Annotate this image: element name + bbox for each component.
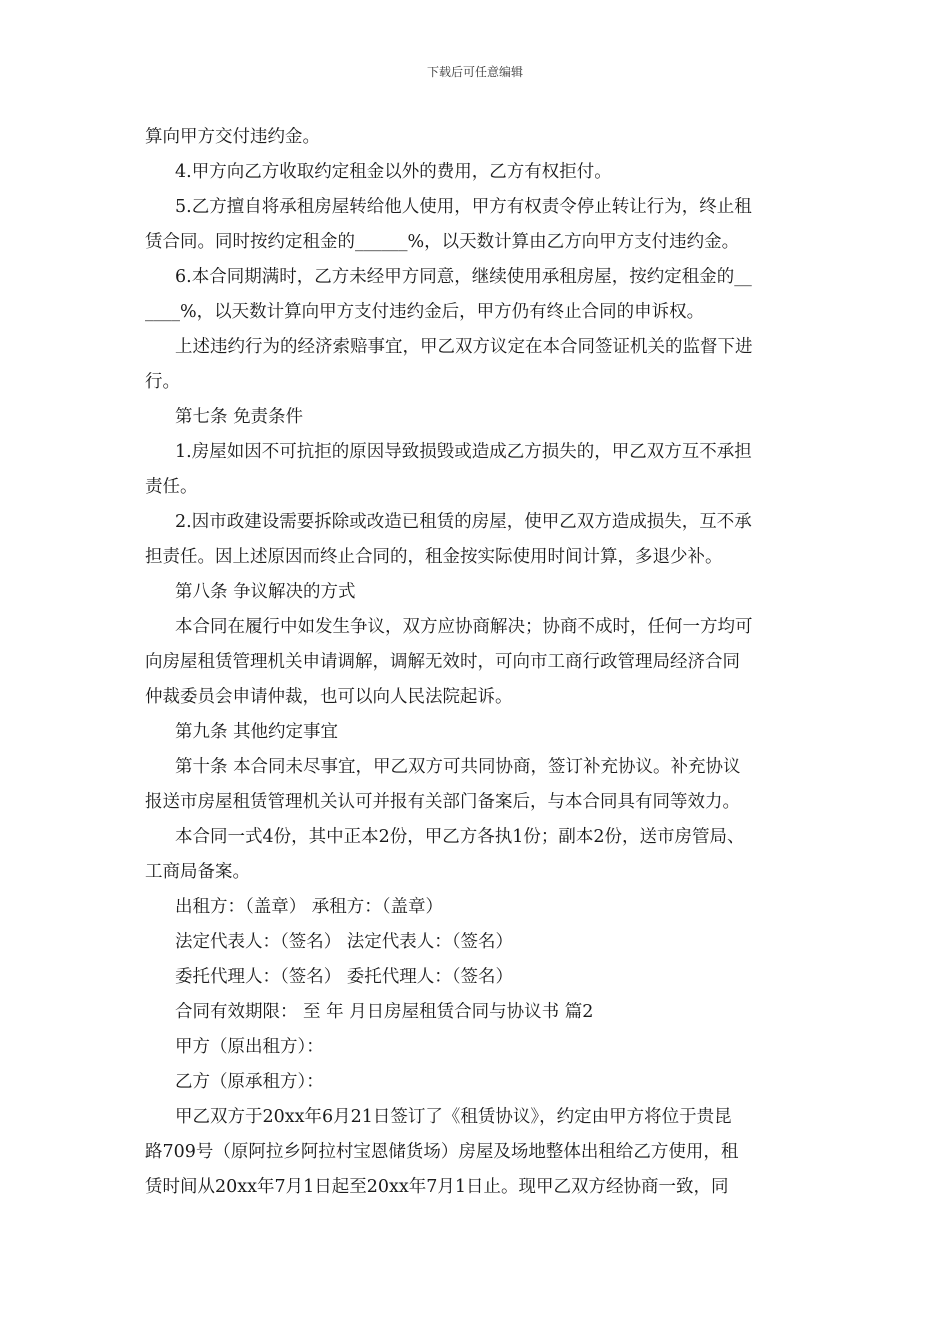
text-line: 上述违约行为的经济索赔事宜，甲乙双方议定在本合同签证机关的监督下进 [175,337,753,357]
text-line: 责任。 [145,477,198,497]
text-line: 本合同一式4份，其中正本2份，甲乙方各执1份；副本2份，送市房管局、 [175,827,745,847]
text-line: 5.乙方擅自将承租房屋转给他人使用，甲方有权责令停止转让行为，终止租 [175,197,752,217]
text-line: 合同有效期限： 至 年 月日房屋租赁合同与协议书 篇2 [175,1002,594,1022]
text-line: 法定代表人：（签名） 法定代表人：（签名） [175,932,514,952]
text-line: 甲乙双方于20xx年6月21日签订了《租赁协议》，约定由甲方将位于贵昆 [175,1107,732,1127]
text-line: 第九条 其他约定事宜 [175,722,339,742]
text-line: 委托代理人：（签名） 委托代理人：（签名） [175,967,514,987]
text-line: 2.因市政建设需要拆除或改造已租赁的房屋，使甲乙双方造成损失，互不承 [175,512,752,532]
text-line: 第十条 本合同未尽事宜，甲乙双方可共同协商，签订补充协议。补充协议 [175,757,741,777]
text-line: 向房屋租赁管理机关申请调解，调解无效时，可向市工商行政管理局经济合同 [145,652,740,672]
text-line: 1.房屋如因不可抗拒的原因导致损毁或造成乙方损失的，甲乙双方互不承担 [175,442,752,462]
document-body [145,120,810,1205]
text-line: 赁合同。同时按约定租金的______%，以天数计算由乙方向甲方支付违约金。 [145,232,740,252]
text-line: 路709号（原阿拉乡阿拉村宝恩储货场）房屋及场地整体出租给乙方使用，租 [145,1142,739,1162]
text-line: 工商局备案。 [145,862,250,882]
text-line: 乙方（原承租方）： [175,1072,324,1092]
text-line: 算向甲方交付违约金。 [145,127,320,147]
text-line: 报送市房屋租赁管理机关认可并报有关部门备案后，与本合同具有同等效力。 [145,792,740,812]
text-line: 出租方：（盖章） 承租方：（盖章） [175,897,444,917]
text-line: 4.甲方向乙方收取约定租金以外的费用，乙方有权拒付。 [175,162,612,182]
text-line: 第七条 免责条件 [175,407,304,427]
text-line: ____%，以天数计算向甲方支付违约金后，甲方仍有终止合同的申诉权。 [145,302,705,322]
text-line: 6.本合同期满时，乙方未经甲方同意，继续使用承租房屋，按约定租金的__ [175,267,752,287]
page-header: 下载后可任意编辑 [426,65,523,79]
text-line: 赁时间从20xx年7月1日起至20xx年7月1日止。现甲乙双方经协商一致，同 [145,1177,729,1197]
text-line: 本合同在履行中如发生争议，双方应协商解决；协商不成时，任何一方均可 [175,617,753,637]
text-line: 担责任。因上述原因而终止合同的，租金按实际使用时间计算，多退少补。 [145,547,723,567]
text-line: 行。 [145,372,180,392]
text-line: 第八条 争议解决的方式 [175,582,356,602]
text-line: 甲方（原出租方）： [175,1037,324,1057]
text-line: 仲裁委员会申请仲裁，也可以向人民法院起诉。 [145,687,513,707]
